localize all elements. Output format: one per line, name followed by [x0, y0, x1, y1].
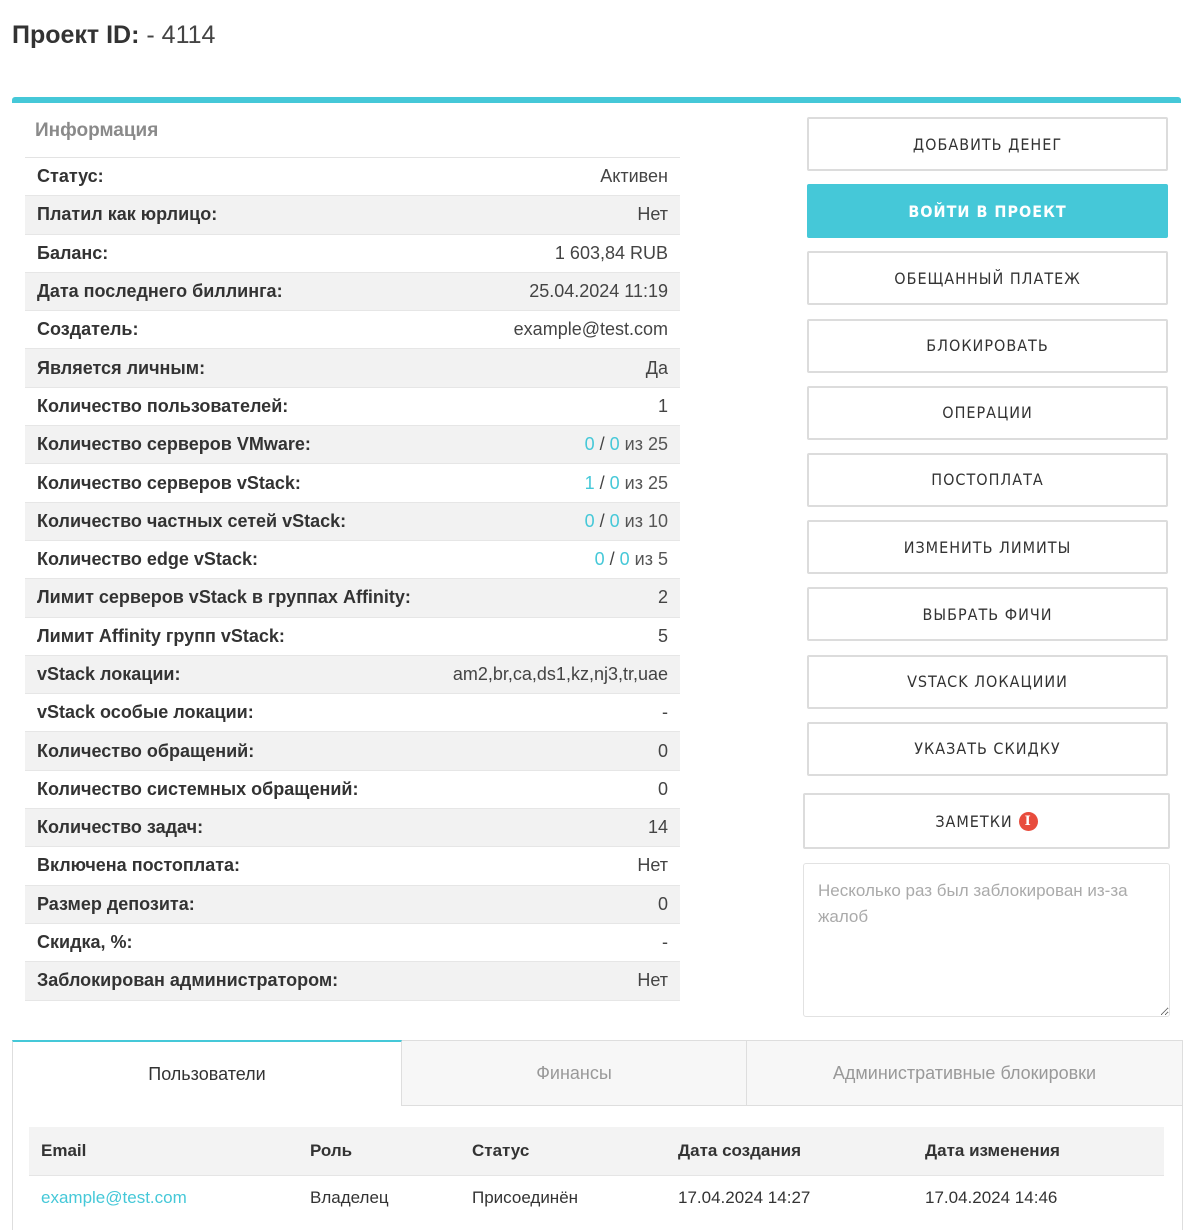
- info-row-postpay: [25, 847, 680, 885]
- operations-button[interactable]: ОПЕРАЦИИ: [807, 386, 1168, 440]
- vstack-networks-value: 0 / 0 из 10: [584, 510, 668, 531]
- change-limits-button[interactable]: ИЗМЕНИТЬ ЛИМИТЫ: [807, 520, 1168, 574]
- info-row-personal: [25, 349, 680, 387]
- notes-button[interactable]: [803, 793, 1170, 849]
- column-header-modified: Дата изменения: [913, 1127, 1164, 1175]
- vstack-networks-count-link[interactable]: 0: [584, 510, 595, 531]
- vstack-servers-secondary-link[interactable]: 0: [609, 472, 620, 493]
- vstack-edge-count-link[interactable]: 0: [594, 549, 605, 570]
- promised-payment-button[interactable]: ОБЕЩАННЫЙ ПЛАТЕЖ: [807, 251, 1168, 305]
- legal-entity-value: Нет: [637, 204, 668, 225]
- info-label: Количество системных обращений:: [37, 778, 359, 799]
- info-row-vstack-edge: [25, 541, 680, 579]
- info-label: Баланс:: [37, 242, 109, 263]
- column-header-role: Роль: [298, 1127, 460, 1175]
- vstack-locations-value: am2,br,ca,ds1,kz,nj3,tr,uae: [452, 664, 668, 684]
- info-row-vstack-networks: [25, 503, 680, 541]
- add-money-button[interactable]: ДОБАВИТЬ ДЕНЕГ: [807, 117, 1168, 171]
- column-header-email: Email: [29, 1127, 298, 1175]
- info-row-affinity-server-limit: [25, 579, 680, 617]
- vmware-servers-value: 0 / 0 из 25: [584, 434, 668, 455]
- vstack-edge-secondary-link[interactable]: 0: [619, 549, 630, 570]
- info-row-vmware-servers: [25, 426, 680, 464]
- vstack-edge-value: 0 / 0 из 5: [594, 549, 668, 570]
- info-row-balance: [25, 235, 680, 273]
- tab-finance[interactable]: Финансы: [402, 1040, 747, 1106]
- personal-value: Да: [645, 357, 668, 378]
- tasks-count-link[interactable]: 14: [647, 817, 668, 838]
- vmware-servers-secondary-link[interactable]: 0: [609, 434, 620, 455]
- info-label: Размер депозита:: [37, 893, 195, 914]
- info-label: Количество пользователей:: [37, 395, 289, 416]
- info-label: Заблокирован администратором:: [37, 970, 339, 991]
- info-row-vstack-locations: [25, 656, 680, 694]
- info-row-users-count: [25, 388, 680, 426]
- creator-email-link[interactable]: example@test.com: [513, 319, 668, 340]
- vmware-servers-limit: из 25: [624, 434, 668, 455]
- vstack-edge-limit: из 5: [634, 549, 668, 570]
- enter-project-button[interactable]: ВОЙТИ В ПРОЕКТ: [807, 184, 1168, 238]
- vstack-servers-count-link[interactable]: 1: [584, 472, 595, 493]
- deposit-value: 0: [657, 893, 668, 914]
- system-tickets-count-link[interactable]: 0: [657, 778, 668, 799]
- info-label: Скидка, %:: [37, 932, 133, 953]
- vstack-servers-limit: из 25: [624, 472, 668, 493]
- info-label: Лимит Affinity групп vStack:: [37, 625, 285, 646]
- info-row-tasks: [25, 809, 680, 847]
- info-label: Количество серверов vStack:: [37, 472, 301, 493]
- status-value: Активен: [600, 166, 668, 187]
- vstack-networks-limit: из 10: [624, 510, 668, 531]
- info-row-admin-blocked: [25, 962, 680, 1000]
- info-label: Количество частных сетей vStack:: [37, 510, 347, 531]
- actions-column: [807, 117, 1168, 789]
- tabs-bar: [12, 1040, 1183, 1106]
- set-discount-button[interactable]: УКАЗАТЬ СКИДКУ: [807, 722, 1168, 776]
- info-label: Количество задач:: [37, 817, 204, 838]
- info-row-last-billing: [25, 273, 680, 311]
- tickets-count-link[interactable]: 0: [657, 740, 668, 761]
- info-label: Включена постоплата:: [37, 855, 241, 876]
- info-label: Платил как юрлицо:: [37, 204, 218, 225]
- vstack-networks-secondary-link[interactable]: 0: [609, 510, 620, 531]
- user-modified-cell: 17.04.2024 14:46: [925, 1188, 1058, 1208]
- info-label: Количество обращений:: [37, 740, 255, 761]
- info-label: Лимит серверов vStack в группах Affinity:: [37, 587, 411, 608]
- user-created-cell: 17.04.2024 14:27: [678, 1188, 811, 1208]
- vmware-servers-count-link[interactable]: 0: [584, 434, 595, 455]
- tab-users[interactable]: Пользователи: [12, 1040, 402, 1106]
- user-email-cell: [29, 1175, 298, 1221]
- info-label: Создатель:: [37, 319, 139, 340]
- user-email-link[interactable]: example@test.com: [41, 1188, 187, 1208]
- info-row-deposit: [25, 886, 680, 924]
- section-top-border: [12, 97, 1181, 103]
- notes-button-label: ЗАМЕТКИ: [935, 811, 1013, 831]
- page-title: [12, 20, 215, 50]
- vstack-servers-value: 1 / 0 из 25: [584, 472, 668, 493]
- table-row: [29, 1175, 1164, 1221]
- info-row-affinity-groups-limit: [25, 618, 680, 656]
- vstack-locations-button[interactable]: VSTACK ЛОКАЦИИИ: [807, 655, 1168, 709]
- info-label: Количество серверов VMware:: [37, 434, 311, 455]
- tab-admin-blocks[interactable]: Административные блокировки: [747, 1040, 1183, 1106]
- info-row-vstack-servers: [25, 464, 680, 502]
- users-table: [29, 1127, 1164, 1221]
- block-button[interactable]: БЛОКИРОВАТЬ: [807, 319, 1168, 373]
- info-row-creator: [25, 311, 680, 349]
- info-heading: Информация: [35, 120, 159, 141]
- postpay-value: Нет: [637, 855, 668, 876]
- vstack-special-locations-value: -: [662, 702, 668, 723]
- last-billing-value: 25.04.2024 11:19: [529, 281, 668, 302]
- info-row-vstack-special-locations: [25, 694, 680, 732]
- affinity-groups-limit-value: 5: [657, 625, 668, 646]
- notes-textarea[interactable]: [803, 863, 1170, 1017]
- info-label: vStack особые локации:: [37, 702, 254, 723]
- info-label: Является личным:: [37, 357, 206, 378]
- info-label: Количество edge vStack:: [37, 549, 258, 570]
- info-label: Дата последнего биллинга:: [37, 281, 283, 302]
- info-row-discount: [25, 924, 680, 962]
- column-header-status: Статус: [460, 1127, 666, 1175]
- table-header-row: [29, 1127, 1164, 1175]
- info-table: [25, 157, 680, 1001]
- info-icon: I: [1019, 812, 1038, 831]
- discount-value: -: [662, 932, 668, 953]
- column-header-created: Дата создания: [666, 1127, 913, 1175]
- info-label: vStack локации:: [37, 664, 181, 684]
- select-features-button[interactable]: ВЫБРАТЬ ФИЧИ: [807, 587, 1168, 641]
- user-role-cell: Владелец: [310, 1188, 389, 1208]
- admin-blocked-value: Нет: [637, 970, 668, 991]
- info-row-legal-entity: [25, 196, 680, 234]
- page-title-label: Проект ID:: [12, 21, 140, 49]
- info-row-status: [25, 158, 680, 196]
- user-status-cell: Присоединён: [472, 1188, 579, 1208]
- users-count-value: 1: [657, 395, 668, 416]
- postpay-button[interactable]: ПОСТОПЛАТА: [807, 453, 1168, 507]
- info-label: Статус:: [37, 166, 104, 187]
- info-row-system-tickets: [25, 771, 680, 809]
- affinity-server-limit-value: 2: [657, 587, 668, 608]
- project-id: - 4114: [146, 21, 216, 49]
- balance-value: 1 603,84 RUB: [554, 242, 668, 263]
- info-row-tickets: [25, 732, 680, 770]
